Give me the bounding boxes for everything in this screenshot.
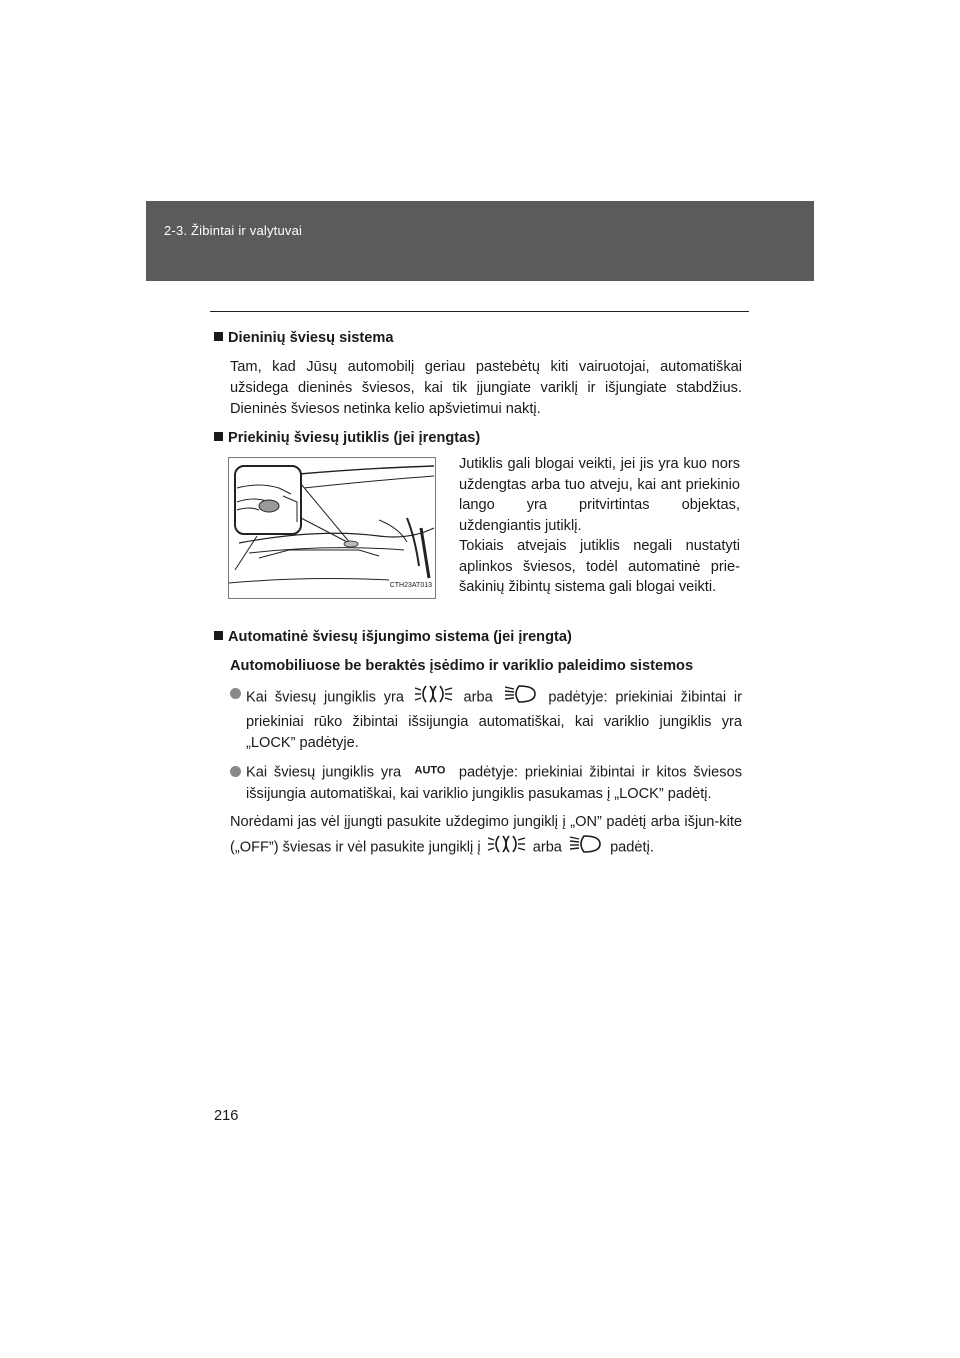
round-bullet-icon — [230, 688, 241, 699]
header-rule — [210, 311, 749, 312]
square-bullet-icon — [214, 432, 223, 441]
auto-off-heading: Automatinė šviesų išjungimo sistema (jei įrengta) — [214, 627, 742, 648]
tail-light-icon — [414, 683, 454, 712]
section-title: 2-3. Žibintai ir valytuvai — [164, 223, 303, 238]
section-header-bar — [146, 201, 814, 281]
drl-body: Tam, kad Jūsų automobilį geriau pastebėtų kiti vairuotojai, automatiškai užsidega dieninės šviesos, kai tik įjungiate variklį ir išjungiate stabdžius. Dieninės šviesos netinka kelio apšvietimui naktį. — [230, 359, 742, 417]
square-bullet-icon — [214, 332, 223, 341]
drl-heading: Dieninių šviesų sistema — [214, 328, 742, 349]
auto-off-note: Norėdami jas vėl įjungti pasukite uždegimo jungiklį į „ON” padėtį arba išjun-kite („OFF”) šviesas ir vėl pasukite jungiklį į arba padėtį. — [230, 812, 742, 862]
figure-code: CTH23AT013 — [389, 582, 432, 589]
auto-icon — [410, 761, 450, 784]
sensor-illustration — [228, 457, 436, 599]
square-bullet-icon — [214, 631, 223, 640]
svg-text:AUTO: AUTO — [414, 764, 446, 777]
headlight-icon — [503, 683, 539, 712]
auto-off-bullet-1: Kai šviesų jungiklis yra arba padėtyje: priekiniai žibintai ir priekiniai rūko žibintai išsijungia automatiškai, kai variklio jungiklis yra „LOCK” padėtyje. — [230, 683, 742, 754]
headlight-icon — [568, 833, 604, 862]
sensor-text-2: Tokiais atvejais jutiklis negali nustatyti aplinkos šviesos, todėl automatinė prie-šakinių žibintų sistema gali blogai veikti. — [459, 538, 740, 595]
auto-off-bullet-2: Kai šviesų jungiklis yra AUTO padėtyje: priekiniai žibintai ir kitos šviesos išsijungia automatiškai, kai variklio jungiklis pasukamas į „LOCK” padėtį. — [230, 761, 742, 805]
sensor-text — [459, 454, 740, 598]
sensor-block — [214, 457, 742, 607]
auto-off-subheading: Automobiliuose be beraktės įsėdimo ir variklio paleidimo sistemos — [230, 658, 694, 674]
sensor-text-1: Jutiklis gali blogai veikti, jei jis yra kuo nors uždengtas arba tuo atveju, kai ant priekinio lango yra pritvirtintas objektas, uždengiantis jutiklį. — [459, 456, 740, 534]
round-bullet-icon — [230, 766, 241, 777]
page-number: 216 — [214, 1108, 239, 1124]
page-content — [214, 328, 742, 862]
sensor-heading: Priekinių šviesų jutiklis (jei įrengtas) — [214, 428, 742, 449]
tail-light-icon — [487, 833, 527, 862]
